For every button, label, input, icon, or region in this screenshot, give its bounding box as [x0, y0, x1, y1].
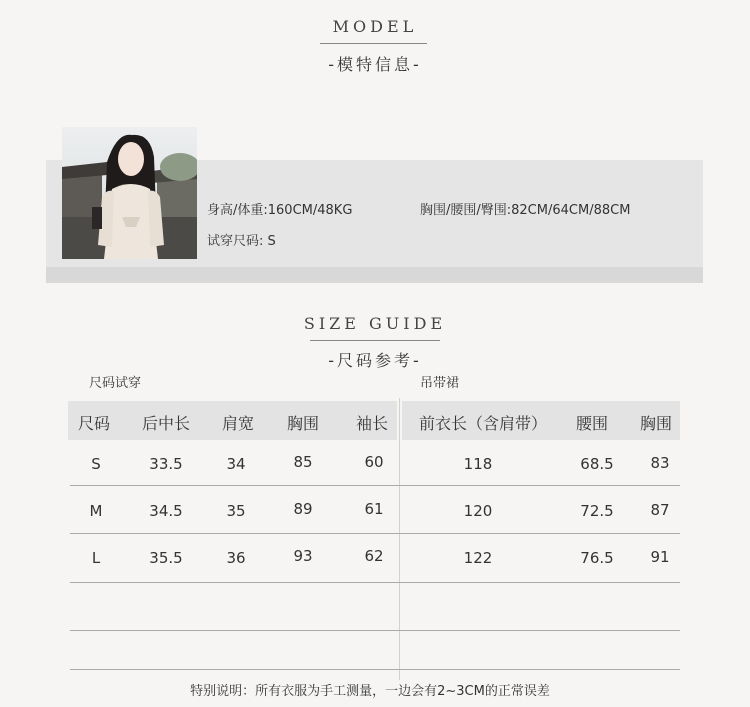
dress-group-label: 吊带裙	[420, 376, 460, 391]
row-m-shoulder: 35	[226, 502, 246, 520]
top-group-label: 尺码试穿	[89, 376, 142, 391]
row-s-shoulder: 34	[226, 455, 246, 473]
row-s-sleeve: 60	[364, 453, 384, 471]
row-m-back-length: 34.5	[149, 502, 183, 520]
header-shoulder: 肩宽	[221, 414, 254, 433]
model-photo	[62, 127, 197, 259]
header-back-length: 后中长	[141, 414, 190, 433]
row-s-size: S	[91, 455, 101, 473]
table-vertical-divider	[399, 398, 400, 680]
header-waist: 腰围	[575, 414, 608, 433]
model-info-band-shadow	[46, 267, 703, 283]
row-l-back-length: 35.5	[149, 549, 183, 567]
row-divider	[70, 669, 680, 670]
row-s-waist: 68.5	[580, 455, 614, 473]
header-bust: 胸围	[286, 414, 319, 433]
model-tried-size: 试穿尺码: S	[207, 234, 276, 249]
model-title-rule	[320, 43, 427, 44]
row-m-size: M	[89, 502, 103, 520]
row-m-bust: 89	[293, 500, 313, 518]
row-l-shoulder: 36	[226, 549, 246, 567]
row-s-back-length: 33.5	[149, 455, 183, 473]
row-s-dress-bust: 83	[650, 454, 670, 472]
row-divider	[70, 630, 680, 631]
row-m-sleeve: 61	[364, 500, 384, 518]
model-height-weight: 身高/体重:160CM/48KG	[207, 203, 353, 218]
row-divider	[70, 485, 680, 486]
header-dress-bust: 胸围	[639, 414, 672, 433]
model-title: MODEL	[332, 17, 418, 36]
header-sleeve: 袖长	[355, 414, 388, 433]
row-l-front-length: 122	[463, 549, 493, 567]
model-measurements: 胸围/腰围/臀围:82CM/64CM/88CM	[420, 203, 631, 218]
row-l-sleeve: 62	[364, 547, 384, 565]
row-m-dress-bust: 87	[650, 501, 670, 519]
row-m-waist: 72.5	[580, 502, 614, 520]
size-guide-subtitle: -尺码参考-	[328, 351, 422, 370]
measurement-note: 特别说明：所有衣服为手工测量，一边会有2~3CM的正常误差	[190, 684, 550, 699]
row-s-front-length: 118	[463, 455, 493, 473]
row-l-waist: 76.5	[580, 549, 614, 567]
row-l-size: L	[91, 549, 101, 567]
header-front-length: 前衣长（含肩带）	[418, 414, 547, 433]
size-guide-title: SIZE GUIDE	[303, 314, 447, 333]
header-size: 尺码	[77, 414, 110, 433]
row-divider	[70, 582, 680, 583]
row-divider	[70, 533, 680, 534]
row-l-dress-bust: 91	[650, 548, 670, 566]
row-l-bust: 93	[293, 547, 313, 565]
model-subtitle: -模特信息-	[328, 55, 422, 74]
row-m-front-length: 120	[463, 502, 493, 520]
row-s-bust: 85	[293, 453, 313, 471]
size-guide-title-rule	[310, 340, 440, 341]
